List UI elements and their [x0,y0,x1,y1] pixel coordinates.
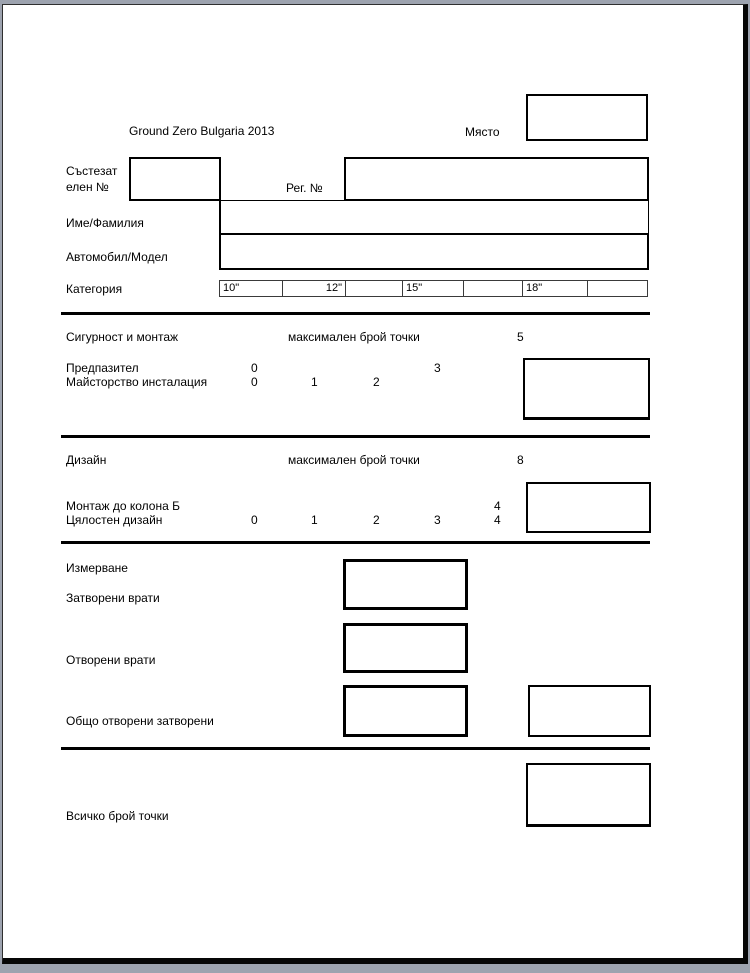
fuse-label: Предпазител [66,361,139,375]
place-label: Място [465,125,500,139]
security-score-box[interactable] [523,358,650,420]
competitor-number-label [66,163,117,195]
measurement-title: Измерване [66,561,128,575]
competitor-number-label-line2: елен № [66,180,109,194]
category-row [219,280,648,297]
score-option: 1 [311,375,318,389]
installation-label: Майсторство инсталация [66,375,208,389]
category-cell-blank-1[interactable] [346,280,403,297]
competitor-number-label-line1: Състезат [66,164,118,178]
reg-number-box[interactable] [344,157,649,201]
category-cell-15[interactable]: 15" [403,280,464,297]
closed-doors-box[interactable] [343,559,468,610]
car-model-box[interactable] [219,233,649,270]
score-option: 1 [311,513,318,527]
design-title: Дизайн [66,453,107,467]
grand-total-box[interactable] [526,763,651,827]
section-divider [61,435,650,438]
open-doors-box[interactable] [343,623,468,673]
security-title: Сигурност и монтаж [66,330,179,344]
security-max-value: 5 [517,330,524,344]
place-box[interactable] [526,94,648,141]
score-option: 4 [494,513,501,527]
score-option: 0 [251,375,258,389]
category-cell-blank-3[interactable] [588,280,648,297]
category-cell-18[interactable]: 18" [523,280,588,297]
score-option: 3 [434,361,441,375]
category-cell-10[interactable]: 10" [219,280,283,297]
category-cell-12[interactable]: 12" [283,280,346,297]
category-cell-blank-2[interactable] [464,280,523,297]
score-option: 2 [373,513,380,527]
score-option: 0 [251,513,258,527]
competitor-number-box[interactable] [129,157,221,201]
score-option: 0 [251,361,258,375]
total-doors-score-box[interactable] [528,685,651,737]
open-doors-label: Отворени врати [66,653,156,667]
closed-doors-label: Затворени врати [66,591,160,605]
reg-number-label: Рег. № [286,181,323,195]
security-max-label: максимален брой точки [288,330,420,344]
total-doors-label: Общо отворени затворени [66,714,214,728]
design-score-box[interactable] [526,482,651,533]
security-section-header [3,330,743,344]
form-title: Ground Zero Bulgaria 2013 [129,124,275,138]
car-model-label: Автомобил/Модел [66,250,168,264]
section-divider [61,312,650,315]
design-max-value: 8 [517,453,524,467]
name-box[interactable] [219,200,649,234]
name-label: Име/Фамилия [66,216,144,230]
overall-design-label: Цялостен дизайн [66,513,163,527]
section-divider [61,541,650,544]
score-option: 3 [434,513,441,527]
section-divider [61,747,650,750]
category-label: Категория [66,282,123,296]
design-max-label: максимален брой точки [288,453,420,467]
score-option: 2 [373,375,380,389]
score-option: 4 [494,499,501,513]
total-doors-box[interactable] [343,685,468,737]
grand-total-label: Всичко брой точки [66,809,169,823]
b-pillar-label: Монтаж до колона Б [66,499,180,513]
design-section-header [3,453,743,467]
form-page [2,4,748,964]
